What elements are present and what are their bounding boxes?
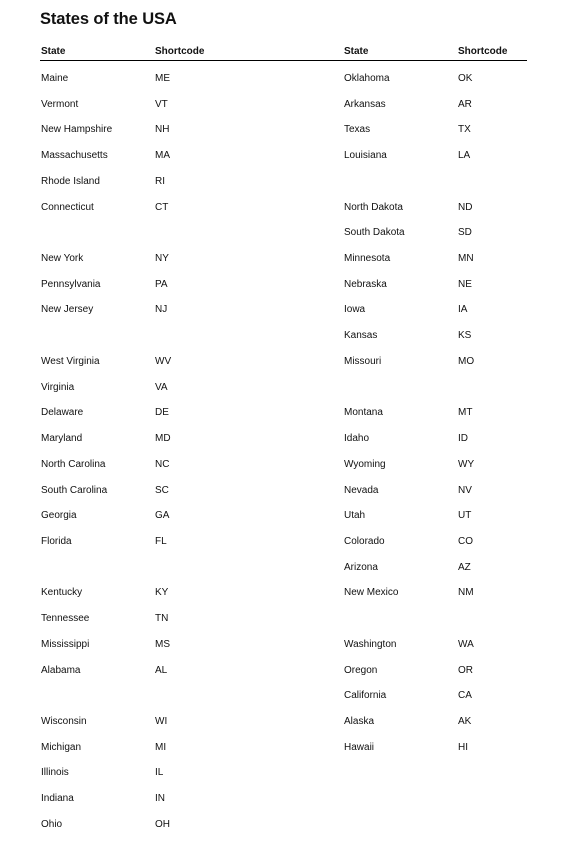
state-shortcode: OH bbox=[155, 818, 170, 830]
right-table-header bbox=[343, 46, 543, 60]
state-shortcode: OK bbox=[458, 73, 473, 84]
state-name: Arkansas bbox=[344, 98, 386, 110]
state-shortcode: UT bbox=[458, 510, 472, 522]
state-shortcode: IL bbox=[155, 767, 164, 779]
state-name: Texas bbox=[344, 124, 371, 136]
state-name: Mississippi bbox=[41, 638, 90, 650]
state-shortcode: LA bbox=[458, 150, 471, 162]
state-shortcode: CT bbox=[155, 201, 169, 213]
state-shortcode: ID bbox=[458, 433, 468, 445]
state-shortcode: VA bbox=[155, 381, 168, 393]
state-name: Indiana bbox=[41, 793, 74, 805]
state-name: West Virginia bbox=[41, 355, 100, 367]
state-name: Iowa bbox=[344, 304, 366, 316]
state-shortcode: GA bbox=[155, 510, 170, 522]
state-name: Colorado bbox=[344, 535, 385, 547]
state-name: Ohio bbox=[41, 818, 63, 830]
state-name: Washington bbox=[344, 638, 397, 650]
state-name: Idaho bbox=[344, 433, 370, 445]
state-name: North Carolina bbox=[41, 458, 106, 470]
state-name: Delaware bbox=[41, 407, 84, 419]
state-name: Missouri bbox=[344, 355, 382, 367]
right-state-column-header: State bbox=[344, 46, 369, 57]
state-shortcode: MO bbox=[458, 355, 475, 367]
state-shortcode: MN bbox=[458, 253, 474, 265]
state-name: South Dakota bbox=[344, 227, 405, 239]
state-shortcode: RI bbox=[155, 175, 165, 187]
state-shortcode: NC bbox=[155, 458, 170, 470]
state-name: Nevada bbox=[344, 484, 379, 496]
state-name: Maine bbox=[41, 73, 69, 84]
state-shortcode: VT bbox=[155, 98, 168, 110]
state-name: Utah bbox=[344, 510, 366, 522]
state-shortcode: AK bbox=[458, 715, 472, 727]
state-name: Kentucky bbox=[41, 587, 83, 599]
state-name: Oregon bbox=[344, 664, 378, 676]
left-state-column-header: State bbox=[41, 46, 66, 57]
state-shortcode: KY bbox=[155, 587, 169, 599]
state-name: Minnesota bbox=[344, 253, 391, 265]
state-name: Oklahoma bbox=[344, 73, 390, 84]
state-shortcode: TN bbox=[155, 613, 169, 625]
state-name: Alabama bbox=[41, 664, 81, 676]
state-shortcode: ND bbox=[458, 201, 473, 213]
state-shortcode: NH bbox=[155, 124, 170, 136]
state-name: Wisconsin bbox=[41, 715, 87, 727]
state-shortcode: MD bbox=[155, 433, 171, 445]
state-shortcode: FL bbox=[155, 535, 167, 547]
state-name: Alaska bbox=[344, 715, 375, 727]
state-shortcode: NY bbox=[155, 253, 169, 265]
state-shortcode: NV bbox=[458, 484, 472, 496]
state-name: South Carolina bbox=[41, 484, 108, 496]
state-shortcode: WY bbox=[458, 458, 475, 470]
state-name: Illinois bbox=[41, 767, 69, 779]
state-shortcode: MT bbox=[458, 407, 473, 419]
state-shortcode: ME bbox=[155, 73, 170, 84]
state-name: Tennessee bbox=[41, 613, 90, 625]
state-name: Montana bbox=[344, 407, 383, 419]
state-shortcode: WI bbox=[155, 715, 168, 727]
state-shortcode: AZ bbox=[458, 561, 471, 573]
right-shortcode-column-header: Shortcode bbox=[458, 46, 508, 57]
state-name: Maryland bbox=[41, 433, 83, 445]
state-shortcode: MA bbox=[155, 150, 170, 162]
state-name: Rhode Island bbox=[41, 175, 100, 187]
state-shortcode: AR bbox=[458, 98, 472, 110]
state-name: Connecticut bbox=[41, 201, 94, 213]
state-shortcode: KS bbox=[458, 330, 472, 342]
state-name: Kansas bbox=[344, 330, 378, 342]
state-name: Massachusetts bbox=[41, 150, 108, 162]
header-divider bbox=[40, 60, 527, 61]
state-name: New Jersey bbox=[41, 304, 94, 316]
state-name: Pennsylvania bbox=[41, 278, 101, 290]
state-shortcode: WV bbox=[155, 355, 172, 367]
page-title: States of the USA bbox=[40, 10, 177, 28]
state-name: Florida bbox=[41, 535, 72, 547]
state-name: Hawaii bbox=[344, 741, 375, 753]
state-name: North Dakota bbox=[344, 201, 403, 213]
state-shortcode: CA bbox=[458, 690, 472, 702]
left-table-header bbox=[40, 46, 240, 60]
state-shortcode: PA bbox=[155, 278, 168, 290]
state-shortcode: SC bbox=[155, 484, 169, 496]
state-shortcode: MI bbox=[155, 741, 167, 753]
state-shortcode: NJ bbox=[155, 304, 168, 316]
state-name: Nebraska bbox=[344, 278, 387, 290]
state-shortcode: OR bbox=[458, 664, 473, 676]
left-shortcode-column-header: Shortcode bbox=[155, 46, 205, 57]
state-shortcode: HI bbox=[458, 741, 468, 753]
state-shortcode: MS bbox=[155, 638, 170, 650]
state-name: Wyoming bbox=[344, 458, 386, 470]
state-name: California bbox=[344, 690, 387, 702]
state-name: Arizona bbox=[344, 561, 378, 573]
state-shortcode: AL bbox=[155, 664, 168, 676]
state-name: Louisiana bbox=[344, 150, 387, 162]
state-name: Georgia bbox=[41, 510, 77, 522]
state-shortcode: DE bbox=[155, 407, 169, 419]
state-shortcode: IN bbox=[155, 793, 165, 805]
state-name: New York bbox=[41, 253, 84, 265]
state-name: New Hampshire bbox=[41, 124, 113, 136]
state-name: Vermont bbox=[41, 98, 79, 110]
state-shortcode: TX bbox=[458, 124, 471, 136]
state-shortcode: SD bbox=[458, 227, 472, 239]
state-shortcode: NE bbox=[458, 278, 472, 290]
state-shortcode: CO bbox=[458, 535, 473, 547]
state-name: Virginia bbox=[41, 381, 75, 393]
state-shortcode: IA bbox=[458, 304, 468, 316]
state-name: New Mexico bbox=[344, 587, 399, 599]
state-name: Michigan bbox=[41, 741, 82, 753]
state-shortcode: NM bbox=[458, 587, 474, 599]
state-shortcode: WA bbox=[458, 638, 474, 650]
